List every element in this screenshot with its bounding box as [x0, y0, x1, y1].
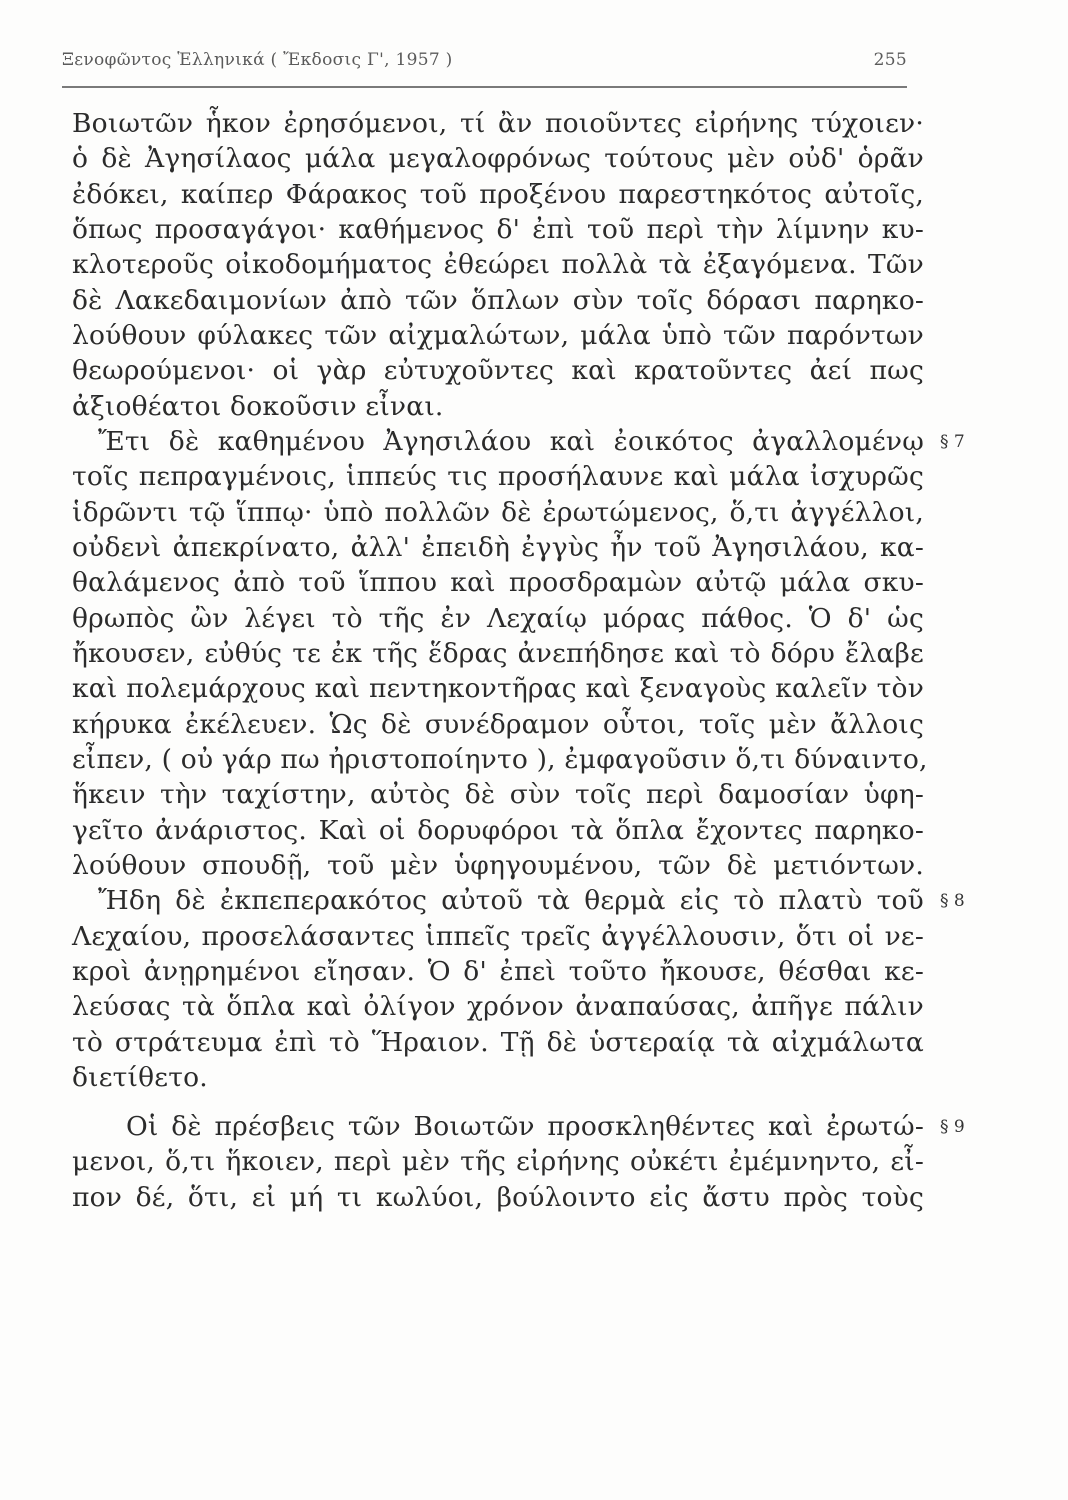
text-line: λούθουν φύλακες τῶν αἰχμαλώτων, μάλα ὑπὸ τῶν παρόντων — [72, 320, 924, 351]
text-line: ἱδρῶντι τῷ ἵππῳ· ὑπὸ πολλῶν δὲ ἐρωτώμενος, ὅ,τι ἀγγέλλοι, — [72, 496, 924, 528]
text-line: λούθουν σπουδῇ, τοῦ μὲν ὑφηγουμένου, τῶν δὲ μετιόντων. — [72, 850, 924, 881]
paragraph-start-line: Οἱ δὲ πρέσβεις τῶν Βοιωτῶν προσκληθέντες καὶ ἐρωτώ- — [126, 1111, 924, 1142]
page-number: 255 — [873, 50, 907, 70]
text-line: τοῖς πεπραγμένοις, ἱππεύς τις προσήλαυνε καὶ μάλα ἰσχυρῶς — [72, 461, 924, 493]
section-marker-9: § 9 — [940, 1117, 965, 1137]
header-rule — [62, 86, 907, 88]
text-line: κήρυκα ἐκέλευεν. Ὡς δὲ συνέδραμον οὗτοι, τοῖς μὲν ἄλλοις — [72, 708, 924, 740]
text-line: ἥκειν τὴν ταχίστην, αὐτὸς δὲ σὺν τοῖς περὶ δαμοσίαν ὑφη- — [72, 779, 924, 811]
paragraph-start-line: Ἤδη δὲ ἐκπεπερακότος αὐτοῦ τὰ θερμὰ εἰς τὸ πλατὺ τοῦ — [98, 885, 924, 917]
text-line: καὶ πολεμάρχους καὶ πεντηκοντῆρας καὶ ξεναγοὺς καλεῖν τὸν — [72, 673, 924, 705]
section-marker-7: § 7 — [940, 432, 965, 452]
section-marker-8: § 8 — [940, 891, 965, 911]
text-line: δὲ Λακεδαιμονίων ἀπὸ τῶν ὅπλων σὺν τοῖς δόρασι παρηκο- — [72, 284, 924, 316]
text-line: κροὶ ἀνῃρημένοι εἴησαν. Ὁ δ' ἐπεὶ τοῦτο ἤκουσε, θέσθαι κε- — [72, 956, 924, 987]
text-line: Λεχαίου, προσελάσαντες ἱππεῖς τρεῖς ἀγγέλλουσιν, ὅτι οἱ νε- — [72, 920, 924, 952]
text-line: θεωρούμενοι· οἱ γὰρ εὐτυχοῦντες καὶ κρατοῦντες ἀεί πως — [72, 355, 924, 387]
text-line: ἤκουσεν, εὐθύς τε ἐκ τῆς ἕδρας ἀνεπήδησε καὶ τὸ δόρυ ἔλαβε — [72, 638, 924, 669]
text-line: οὐδενὶ ἀπεκρίνατο, ἀλλ' ἐπειδὴ ἐγγὺς ἦν τοῦ Ἀγησιλάου, κα- — [72, 532, 924, 563]
text-line: εἶπεν, ( οὐ γάρ πω ἠριστοποίηντο ), ἐμφαγοῦσιν ὅ,τι δύναιντο, — [72, 744, 928, 775]
text-line: λεύσας τὰ ὅπλα καὶ ὀλίγον χρόνον ἀναπαύσας, ἀπῆγε πάλιν — [72, 991, 924, 1023]
text-line: θρωπὸς ὢν λέγει τὸ τῆς ἐν Λεχαίῳ μόρας πάθος. Ὁ δ' ὡς — [72, 602, 924, 634]
text-line: θαλάμενος ἀπὸ τοῦ ἵππου καὶ προσδραμὼν αὐτῷ μάλα σκυ- — [72, 567, 924, 599]
text-line: τὸ στράτευμα ἐπὶ τὸ Ἥραιον. Τῇ δὲ ὑστεραίᾳ τὰ αἰχμάλωτα — [72, 1026, 924, 1058]
text-line: γεῖτο ἀνάριστος. Καὶ οἱ δορυφόροι τὰ ὅπλα ἔχοντες παρηκο- — [72, 814, 924, 846]
text-line: ὁ δὲ Ἀγησίλαος μάλα μεγαλοφρόνως τούτους μὲν οὐδ' ὁρᾶν — [72, 143, 924, 175]
text-line: Βοιωτῶν ἧκον ἐρησόμενοι, τί ἂν ποιοῦντες εἰρήνης τύχοιεν· — [72, 108, 924, 139]
text-line: κλοτεροῦς οἰκοδομήματος ἐθεώρει πολλὰ τὰ ἐξαγόμενα. Τῶν — [72, 249, 924, 281]
text-line: ἀξιοθέατοι δοκοῦσιν εἶναι. — [72, 390, 444, 422]
text-line: πον δέ, ὅτι, εἰ μή τι κωλύοι, βούλοιντο εἰς ἄστυ πρὸς τοὺς — [72, 1181, 924, 1213]
text-line: μενοι, ὅ,τι ἥκοιεν, περὶ μὲν τῆς εἰρήνης οὐκέτι ἐμέμνηντο, εἶ- — [72, 1146, 924, 1178]
paragraph-start-line: Ἔτι δὲ καθημένου Ἀγησιλάου καὶ ἐοικότος ἀγαλλομένῳ — [98, 426, 924, 457]
text-line: διετίθετο. — [72, 1062, 208, 1093]
running-head — [62, 44, 907, 74]
running-head-title: Ξενοφῶντος Ἑλληνικά ( Ἔκδοσις Γ', 1957 ) — [62, 50, 453, 70]
text-line: ὅπως προσαγάγοι· καθήμενος δ' ἐπὶ τοῦ περὶ τὴν λίμνην κυ- — [72, 214, 924, 245]
text-line: ἐδόκει, καίπερ Φάρακος τοῦ προξένου παρεστηκότος αὐτοῖς, — [72, 178, 924, 210]
